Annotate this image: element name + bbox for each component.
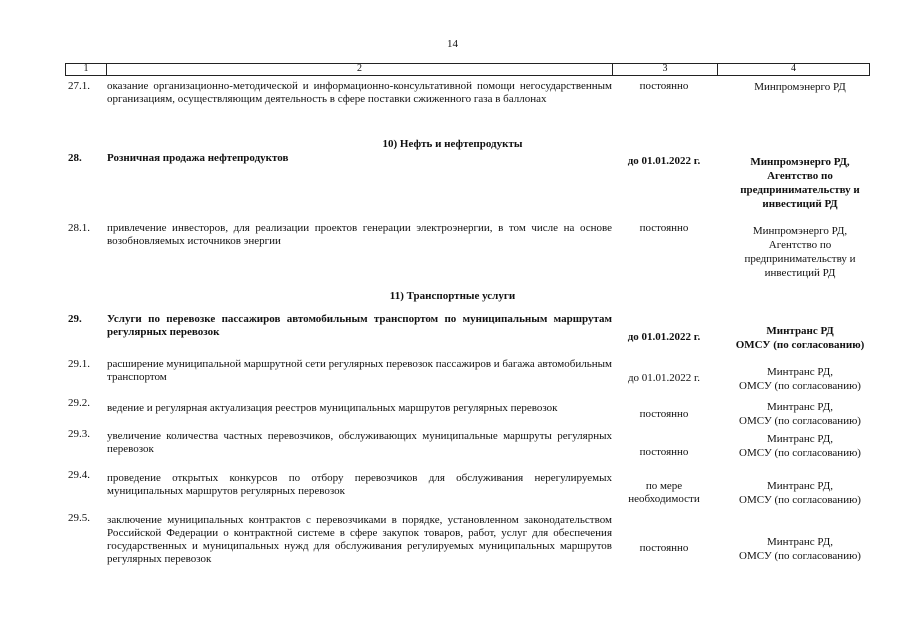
row-executor [718,479,882,507]
executor-line: Минтранс РД, [767,536,833,548]
row-term: до 01.01.2022 г. [627,155,701,167]
executor-line: Минтранс РД [766,325,834,337]
row-measure-text: проведение открытых конкурсов по отбору перевозчиков для обслуживания нерегулируемых муниципальных маршрутов регулярных перевозок [107,472,612,497]
row-executor: Минпромэнерго РД, Агентство по предпринимательству и инвестиций РД [744,225,856,279]
row-measure-text: Розничная продажа нефтепродуктов [107,152,289,164]
header-col-3: 3 [662,63,668,74]
row-measure-text: расширение муниципальной маршрутной сети регулярных перевозок пассажиров и багажа автомобильным транспортом [107,358,612,383]
row-term: постоянно [639,222,689,234]
executor-line: Минтранс РД, [767,480,833,492]
executor-line: ОМСУ (по согласованию) [739,550,861,562]
row-measure-text: ведение и регулярная актуализация реестров муниципальных маршрутов регулярных перевозок [107,402,558,414]
row-measure-text: Услуги по перевозке пассажиров автомобильным транспортом по муниципальным маршрутам регулярных перевозок [107,313,612,338]
page-number: 14 [447,38,458,50]
row-executor [718,432,882,460]
row-number: 29. [68,313,82,325]
row-executor [718,365,882,393]
row-number: 29.4. [68,469,90,481]
row-number: 28. [68,152,82,164]
row-term: по мере необходимости [628,480,700,505]
executor-line: ОМСУ (по согласованию) [739,415,861,427]
header-col-4: 4 [791,63,796,74]
executor-line: Минтранс РД, [767,401,833,413]
row-measure-text: оказание организационно-методической и информационно-консультативной помощи негосударственным организациям, осуществляющим деятельность в сфере поставки сжиженного газа в баллонах [107,80,612,105]
row-executor: Минпромэнерго РД, Агентство по предпринимательству и инвестиций РД [740,156,860,210]
section-heading-transport: 11) Транспортные услуги [389,290,516,302]
row-measure-text: заключение муниципальных контрактов с перевозчиками в порядке, установленном законодательством Российской Федерации о контрактной системе в сфере закупок товаров, работ, услуг для обеспечения государственных и муниципальных нужд для обслуживания регулируемых муниципальных маршрутов регулярных перевозок [107,514,612,565]
row-number: 28.1. [68,222,90,234]
row-executor [718,535,882,563]
executor-line: ОМСУ (по согласованию) [739,447,861,459]
row-executor [718,324,882,352]
row-term: до 01.01.2022 г. [627,331,701,343]
executor-line: Минтранс РД, [767,366,833,378]
row-term: постоянно [639,408,689,420]
row-number: 29.2. [68,397,90,409]
row-term: до 01.01.2022 г. [627,372,701,384]
executor-line: ОМСУ (по согласованию) [739,380,861,392]
row-measure-text: привлечение инвесторов, для реализации проектов генерации электроэнергии, в том числе на основе возобновляемых источников энергии [107,222,612,247]
row-executor [718,400,882,428]
row-number: 29.3. [68,428,90,440]
row-term: постоянно [639,80,689,92]
section-heading-oil: 10) Нефть и нефтепродукты [382,138,523,150]
row-number: 27.1. [68,80,90,92]
header-col-2: 2 [357,63,362,74]
executor-line: ОМСУ (по согласованию) [735,339,865,351]
row-number: 29.5. [68,512,90,524]
table-header-row [65,63,870,76]
row-executor: Минпромэнерго РД [754,81,846,93]
row-number: 29.1. [68,358,90,370]
header-col-1: 1 [83,63,89,74]
row-measure-text: увеличение количества частных перевозчиков, обслуживающих муниципальные маршруты регулярных перевозок [107,430,612,455]
executor-line: ОМСУ (по согласованию) [739,494,861,506]
row-term: постоянно [639,542,689,554]
executor-line: Минтранс РД, [767,433,833,445]
row-term: постоянно [639,446,689,458]
